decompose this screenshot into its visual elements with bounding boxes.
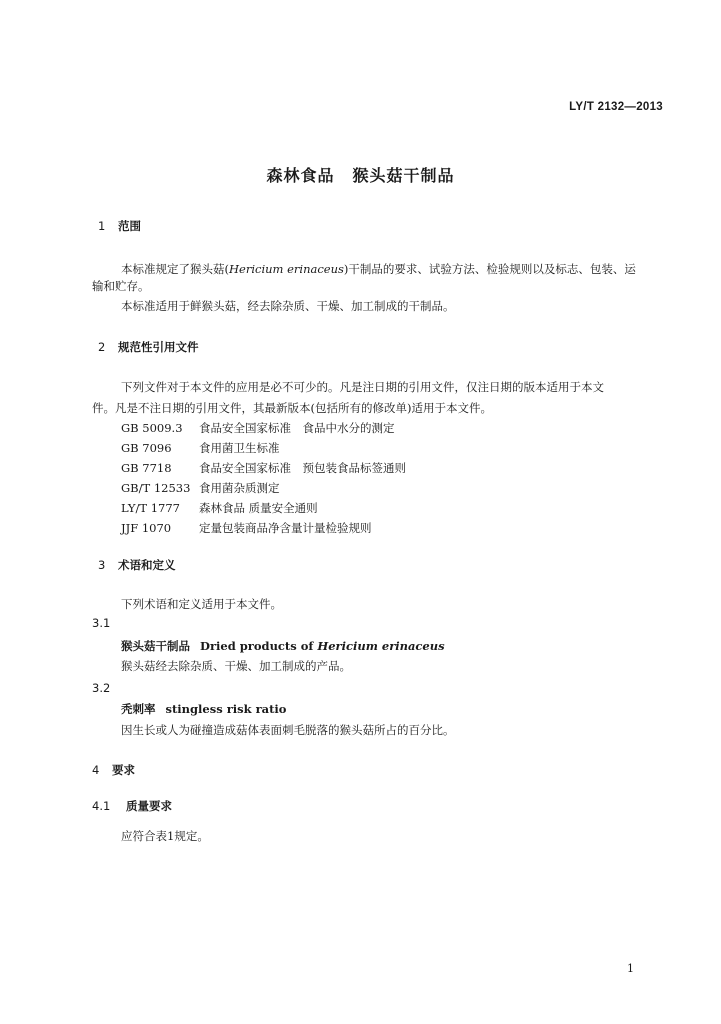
term-chinese: 秃刺率 [121,702,156,716]
section-2-paragraph-line-1: 下列文件对于本文件的应用是必不可少的。凡是注日期的引用文件，仅注日期的版本适用于本文 [121,380,604,394]
term-definition: 因生长或人为碰撞造成菇体表面刺毛脱落的猴头菇所占的百分比。 [121,723,455,737]
term-chinese: 猴头菇干制品 [121,639,190,653]
section-3-intro: 下列术语和定义适用于本文件。 [121,597,282,611]
term-latin: Hericium erinaceus [317,639,445,653]
section-2-heading [98,339,199,355]
reference-code: GB 7096 [121,441,172,455]
section-title: 规范性引用文件 [118,340,199,354]
section-number: 3 [98,558,106,572]
term-definition: 猴头菇经去除杂质、干燥、加工制成的产品。 [121,659,351,673]
section-1-paragraph-1-line-1: 本标准规定了猴头菇(Hericium erinaceus)干制品的要求、试验方法、检验规则以及标志、包装、运 [121,262,636,276]
section-title: 要求 [112,763,135,777]
subsection-title: 质量要求 [126,799,172,813]
term-title [121,701,286,717]
reference-name: 食品安全国家标准 预包装食品标签通则 [199,461,406,475]
page-number: 1 [627,962,634,975]
section-number: 4 [92,763,100,777]
term-english: stingless risk ratio [165,702,287,716]
reference-item [121,440,280,456]
term-english: Dried products of [200,639,318,653]
title-part-1: 森林食品 [266,166,335,185]
section-title: 术语和定义 [118,558,176,572]
reference-item [121,420,395,436]
section-number: 2 [98,340,106,354]
section-1-paragraph-2: 本标准适用于鲜猴头菇，经去除杂质、干燥、加工制成的干制品。 [121,299,455,313]
standard-code: LY/T 2132—2013 [569,101,663,113]
reference-name: 食用菌杂质测定 [199,481,280,495]
latin-name: Hericium erinaceus [229,262,344,276]
reference-code: JJF 1070 [121,521,172,535]
term-title [121,638,445,654]
reference-name: 定量包装商品净含量计量检验规则 [199,521,372,535]
term-number: 3.2 [92,681,111,695]
subsection-number: 4.1 [92,799,111,813]
reference-item [121,520,372,536]
section-4-heading [92,762,135,778]
reference-name: 食用菌卫生标准 [199,441,280,455]
section-title: 范围 [118,219,141,233]
reference-code: GB 5009.3 [121,421,183,435]
reference-name: 食品安全国家标准 食品中水分的测定 [199,421,395,435]
subsection-4-1-text: 应符合表1规定。 [121,829,209,843]
section-1-paragraph-1-line-2: 输和贮存。 [92,279,150,293]
reference-item [121,460,406,476]
section-1-heading [98,218,141,234]
reference-code: LY/T 1777 [121,501,180,515]
term-number: 3.1 [92,616,111,630]
subsection-4-1-heading [92,798,172,814]
reference-code: GB/T 12533 [121,481,191,495]
reference-name: 森林食品 质量安全通则 [199,501,318,515]
section-2-paragraph-line-2: 件。凡是不注日期的引用文件，其最新版本(包括所有的修改单)适用于本文件。 [92,401,492,415]
reference-item [121,480,280,496]
section-3-heading [98,557,176,573]
reference-item [121,500,318,516]
reference-code: GB 7718 [121,461,172,475]
document-title [0,163,721,186]
section-number: 1 [98,219,106,233]
title-part-2: 猴头菇干制品 [352,166,455,185]
